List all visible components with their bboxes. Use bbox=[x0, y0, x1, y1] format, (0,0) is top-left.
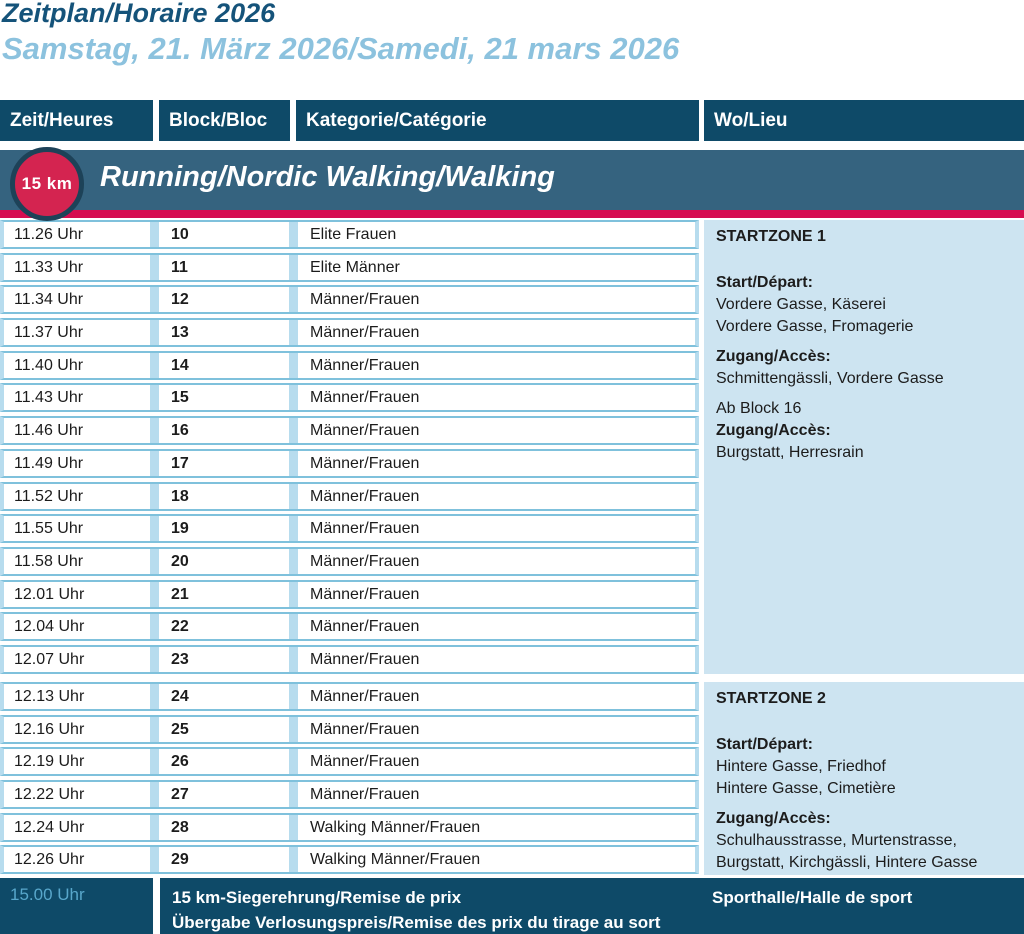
zone-line: Hintere Gasse, Friedhof bbox=[716, 758, 886, 775]
column-separator bbox=[150, 255, 159, 280]
category-cell: Männer/Frauen bbox=[310, 520, 420, 538]
column-separator bbox=[150, 647, 159, 672]
table-row bbox=[0, 547, 699, 576]
category-cell: Männer/Frauen bbox=[310, 688, 420, 705]
table-row bbox=[0, 580, 699, 609]
table-row bbox=[0, 845, 699, 874]
column-separator bbox=[289, 614, 298, 639]
column-separator bbox=[289, 549, 298, 574]
zone-line: Hintere Gasse, Cimetière bbox=[716, 780, 896, 797]
column-header-category: Kategorie/Catégorie bbox=[296, 100, 699, 141]
table-row bbox=[0, 220, 699, 249]
zone-line: Vordere Gasse, Käserei bbox=[716, 296, 886, 313]
category-cell: Männer/Frauen bbox=[310, 786, 420, 804]
table-row bbox=[0, 813, 699, 842]
category-cell: Männer/Frauen bbox=[310, 720, 420, 738]
table-row bbox=[0, 285, 699, 314]
table-row bbox=[0, 449, 699, 478]
time-cell: 11.40 Uhr bbox=[14, 356, 84, 374]
category-cell: Männer/Frauen bbox=[310, 389, 420, 407]
table-row bbox=[0, 682, 699, 711]
column-separator bbox=[150, 516, 159, 541]
zone-line: Zugang/Accès: bbox=[716, 810, 831, 827]
table-row bbox=[0, 780, 699, 809]
time-cell: 12.22 Uhr bbox=[14, 786, 85, 804]
block-cell: 24 bbox=[171, 688, 189, 705]
column-separator bbox=[150, 549, 159, 574]
column-separator bbox=[150, 353, 159, 378]
column-separator bbox=[289, 717, 298, 742]
category-cell: Elite Frauen bbox=[310, 226, 397, 243]
schedule-rows-startzone-2 bbox=[0, 682, 699, 874]
column-separator bbox=[150, 847, 159, 872]
footer-time: 15.00 Uhr bbox=[0, 878, 153, 934]
column-separator bbox=[150, 385, 159, 410]
table-row bbox=[0, 416, 699, 445]
time-cell: 12.24 Uhr bbox=[14, 818, 85, 836]
category-cell: Elite Männer bbox=[310, 258, 400, 276]
column-separator bbox=[289, 847, 298, 872]
zone-line: Burgstatt, Kirchgässli, Hintere Gasse bbox=[716, 854, 978, 871]
column-separator bbox=[289, 582, 298, 607]
block-cell: 11 bbox=[171, 258, 188, 276]
category-cell: Männer/Frauen bbox=[310, 552, 420, 570]
startzone-1-panel bbox=[704, 220, 1024, 674]
page-title: Zeitplan/Horaire 2026 bbox=[2, 0, 276, 28]
block-cell: 26 bbox=[171, 753, 189, 771]
time-cell: 11.37 Uhr bbox=[14, 324, 84, 342]
category-cell: Männer/Frauen bbox=[310, 753, 420, 771]
block-cell: 19 bbox=[171, 520, 189, 538]
category-cell: Walking Männer/Frauen bbox=[310, 851, 481, 869]
page-subtitle: Samstag, 21. März 2026/Samedi, 21 mars 2026 bbox=[2, 31, 680, 66]
column-separator bbox=[150, 582, 159, 607]
block-cell: 21 bbox=[171, 585, 189, 603]
time-cell: 11.26 Uhr bbox=[14, 226, 84, 243]
column-separator bbox=[289, 287, 298, 312]
time-cell: 11.49 Uhr bbox=[14, 454, 84, 472]
block-cell: 28 bbox=[171, 818, 189, 836]
column-separator bbox=[289, 749, 298, 774]
column-separator bbox=[150, 222, 159, 247]
zone-title: STARTZONE 1 bbox=[716, 228, 826, 245]
column-separator bbox=[289, 516, 298, 541]
table-row bbox=[0, 253, 699, 282]
zone-line: Zugang/Accès: bbox=[716, 348, 831, 365]
category-cell: Männer/Frauen bbox=[310, 487, 420, 505]
column-header-block: Block/Bloc bbox=[159, 100, 290, 141]
table-row bbox=[0, 482, 699, 511]
column-separator bbox=[150, 815, 159, 840]
block-cell: 25 bbox=[171, 720, 189, 738]
zone-line: Start/Départ: bbox=[716, 736, 813, 753]
table-row bbox=[0, 514, 699, 543]
column-separator bbox=[289, 782, 298, 807]
column-separator bbox=[150, 717, 159, 742]
block-cell: 16 bbox=[171, 422, 189, 440]
time-cell: 11.52 Uhr bbox=[14, 487, 84, 505]
block-cell: 10 bbox=[171, 226, 189, 243]
footer-ceremony bbox=[160, 878, 1024, 934]
time-cell: 12.01 Uhr bbox=[14, 585, 85, 603]
footer-line-2: Übergabe Verlosungspreis/Remise des prix du tirage au sort bbox=[172, 913, 661, 932]
column-separator bbox=[150, 418, 159, 443]
column-separator bbox=[289, 320, 298, 345]
zone-line: Zugang/Accès: bbox=[716, 422, 831, 439]
time-cell: 11.58 Uhr bbox=[14, 552, 84, 570]
category-cell: Männer/Frauen bbox=[310, 454, 420, 472]
zone-title: STARTZONE 2 bbox=[716, 690, 826, 707]
category-cell: Männer/Frauen bbox=[310, 422, 420, 440]
column-separator bbox=[289, 353, 298, 378]
column-separator bbox=[150, 614, 159, 639]
category-cell: Männer/Frauen bbox=[310, 356, 420, 374]
column-separator bbox=[150, 684, 159, 709]
category-cell: Männer/Frauen bbox=[310, 650, 420, 668]
block-cell: 22 bbox=[171, 618, 189, 636]
column-header-location: Wo/Lieu bbox=[704, 100, 1024, 141]
block-cell: 23 bbox=[171, 650, 189, 668]
schedule-rows-startzone-1 bbox=[0, 220, 699, 674]
column-separator bbox=[289, 647, 298, 672]
category-cell: Männer/Frauen bbox=[310, 618, 420, 636]
time-cell: 11.46 Uhr bbox=[14, 422, 84, 440]
block-cell: 14 bbox=[171, 356, 189, 374]
block-cell: 20 bbox=[171, 552, 189, 570]
table-row bbox=[0, 747, 699, 776]
column-separator bbox=[289, 815, 298, 840]
event-banner bbox=[0, 150, 1024, 210]
table-row bbox=[0, 715, 699, 744]
time-cell: 11.34 Uhr bbox=[14, 291, 84, 309]
table-row bbox=[0, 645, 699, 674]
column-separator bbox=[150, 749, 159, 774]
zone-line: Schmittengässli, Vordere Gasse bbox=[716, 370, 944, 387]
column-header-time: Zeit/Heures bbox=[0, 100, 153, 141]
column-separator bbox=[289, 484, 298, 509]
block-cell: 29 bbox=[171, 851, 189, 869]
footer-line-1: 15 km-Siegerehrung/Remise de prix bbox=[172, 888, 462, 907]
time-cell: 11.43 Uhr bbox=[14, 389, 84, 407]
zone-line: Ab Block 16 bbox=[716, 400, 802, 417]
column-separator bbox=[289, 255, 298, 280]
block-cell: 13 bbox=[171, 324, 189, 342]
category-cell: Männer/Frauen bbox=[310, 324, 420, 342]
time-cell: 12.19 Uhr bbox=[14, 753, 85, 771]
column-separator bbox=[289, 684, 298, 709]
block-cell: 15 bbox=[171, 389, 189, 407]
event-title: Running/Nordic Walking/Walking bbox=[100, 161, 555, 193]
zone-line: Schulhausstrasse, Murtenstrasse, bbox=[716, 832, 957, 849]
time-cell: 12.16 Uhr bbox=[14, 720, 85, 738]
accent-divider bbox=[0, 210, 1024, 218]
column-separator bbox=[150, 782, 159, 807]
block-cell: 12 bbox=[171, 291, 189, 309]
time-cell: 11.33 Uhr bbox=[14, 258, 84, 276]
table-row bbox=[0, 612, 699, 641]
block-cell: 17 bbox=[171, 454, 189, 472]
column-separator bbox=[289, 418, 298, 443]
table-row bbox=[0, 383, 699, 412]
startzone-2-panel bbox=[704, 682, 1024, 875]
time-cell: 12.26 Uhr bbox=[14, 851, 85, 869]
block-cell: 18 bbox=[171, 487, 189, 505]
zone-line: Burgstatt, Herresrain bbox=[716, 444, 864, 461]
column-separator bbox=[289, 222, 298, 247]
block-cell: 27 bbox=[171, 786, 189, 804]
column-separator bbox=[289, 385, 298, 410]
distance-badge-icon: 15 km bbox=[10, 147, 84, 221]
time-cell: 12.04 Uhr bbox=[14, 618, 85, 636]
time-cell: 12.07 Uhr bbox=[14, 650, 85, 668]
category-cell: Walking Männer/Frauen bbox=[310, 818, 481, 836]
table-row bbox=[0, 318, 699, 347]
zone-line: Vordere Gasse, Fromagerie bbox=[716, 318, 914, 335]
time-cell: 12.13 Uhr bbox=[14, 688, 85, 705]
column-separator bbox=[150, 484, 159, 509]
table-row bbox=[0, 351, 699, 380]
column-separator bbox=[150, 451, 159, 476]
category-cell: Männer/Frauen bbox=[310, 291, 420, 309]
time-cell: 11.55 Uhr bbox=[14, 520, 84, 538]
column-separator bbox=[150, 320, 159, 345]
zone-line: Start/Départ: bbox=[716, 274, 813, 291]
column-separator bbox=[289, 451, 298, 476]
category-cell: Männer/Frauen bbox=[310, 585, 420, 603]
column-separator bbox=[150, 287, 159, 312]
footer-location: Sporthalle/Halle de sport bbox=[712, 888, 913, 907]
